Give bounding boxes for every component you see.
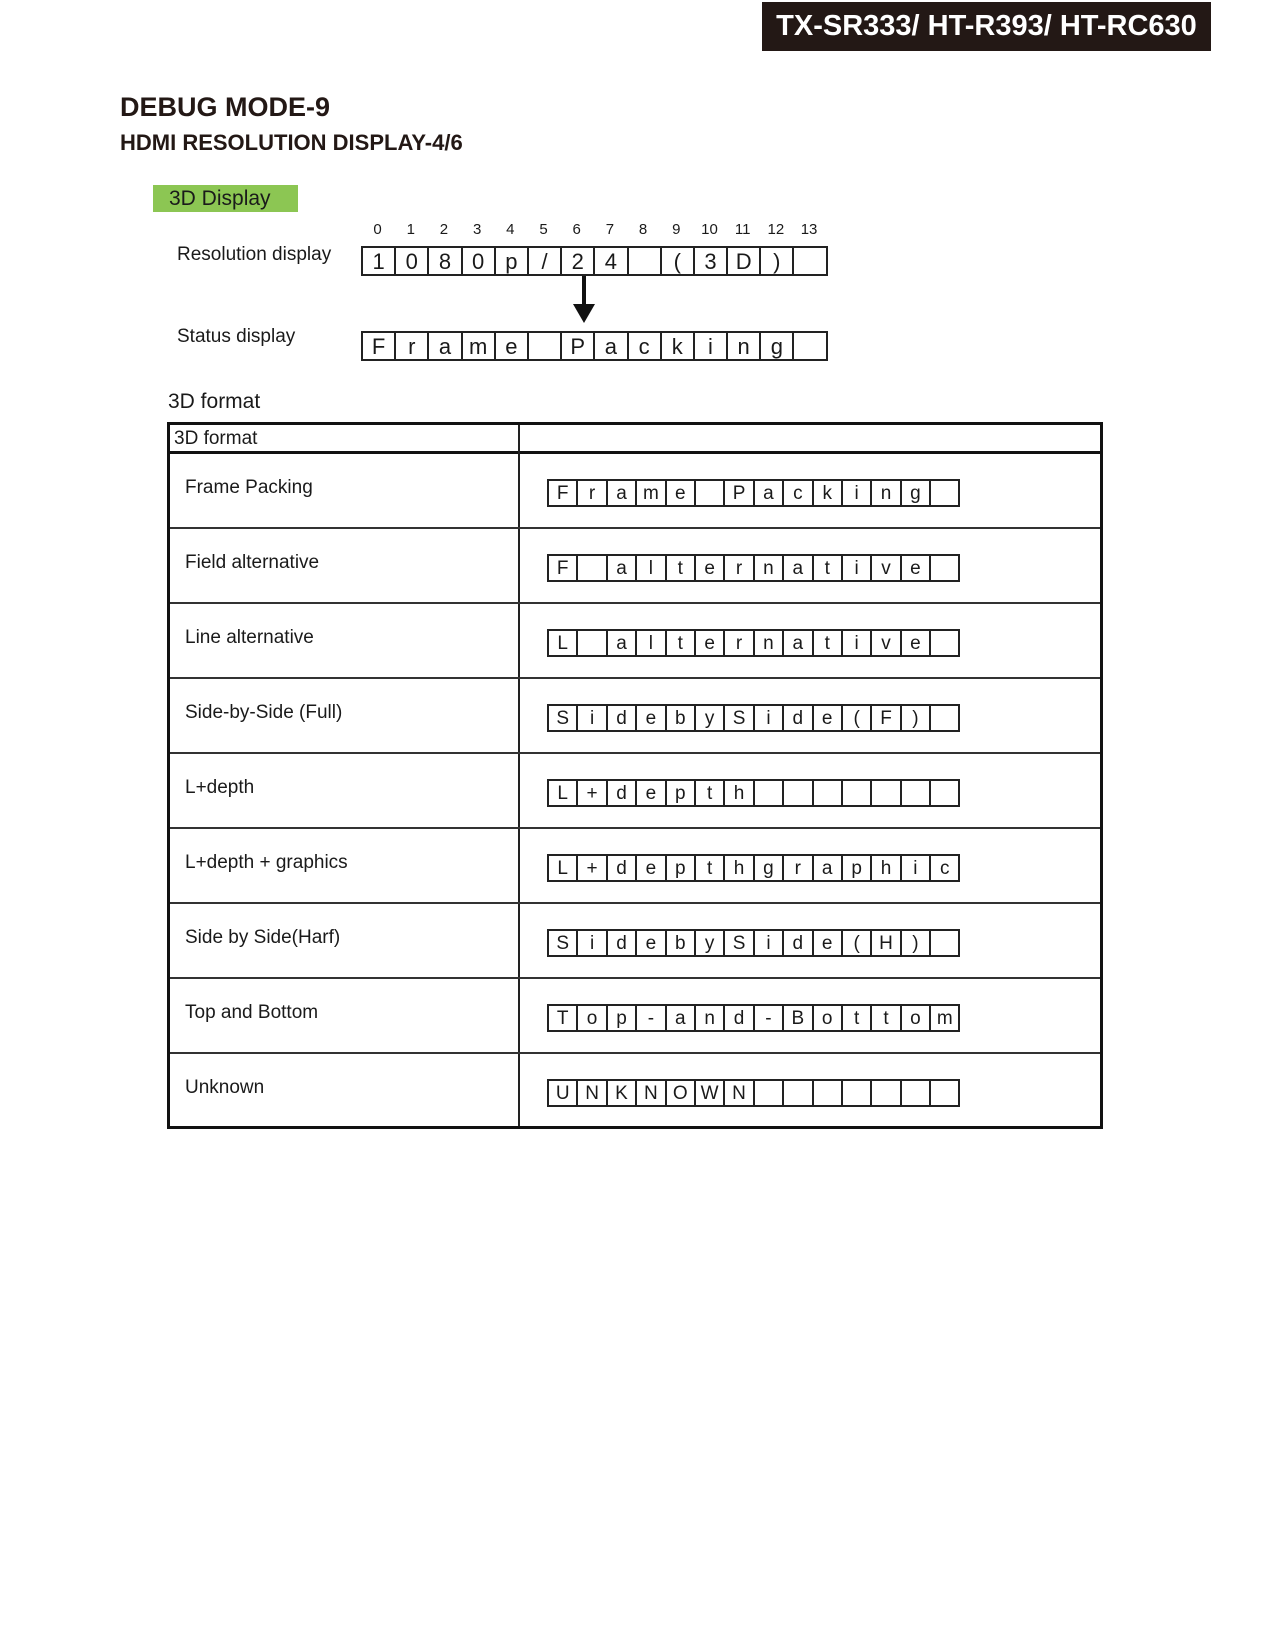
char-cell: y	[696, 931, 725, 955]
char-cell: n	[696, 1006, 725, 1030]
char-cell: D	[728, 248, 761, 274]
index-label: 2	[439, 221, 449, 238]
index-row	[361, 221, 826, 238]
char-cell: N	[578, 1081, 607, 1105]
char-cell: S	[549, 931, 578, 955]
format-name: L+depth + graphics	[185, 852, 348, 873]
char-cell: g	[761, 333, 794, 359]
char-cell: h	[725, 856, 754, 880]
char-cell: v	[872, 556, 901, 580]
char-cell: p	[496, 248, 529, 274]
char-cell: N	[637, 1081, 666, 1105]
char-cell	[902, 781, 931, 805]
char-cell: S	[725, 931, 754, 955]
char-cell: e	[637, 706, 666, 730]
char-cell: t	[814, 631, 843, 655]
format-name: Field alternative	[185, 552, 320, 573]
char-cell	[814, 781, 843, 805]
char-cell: 0	[396, 248, 429, 274]
char-cell: i	[755, 931, 784, 955]
char-cell: S	[725, 706, 754, 730]
char-cell: (	[843, 706, 872, 730]
index-label: 10	[701, 221, 718, 238]
char-cell	[931, 481, 960, 505]
char-cell	[902, 1081, 931, 1105]
table-row	[170, 1054, 1100, 1129]
table-row	[170, 754, 1100, 829]
char-cell: 1	[363, 248, 396, 274]
table-row	[170, 454, 1100, 529]
resolution-cells	[361, 246, 828, 276]
char-cell: k	[814, 481, 843, 505]
char-cell: P	[725, 481, 754, 505]
char-cell: o	[578, 1006, 607, 1030]
char-cell: -	[637, 1006, 666, 1030]
char-cell: i	[578, 706, 607, 730]
char-cell	[578, 556, 607, 580]
char-cell: O	[667, 1081, 696, 1105]
char-cell: L	[549, 631, 578, 655]
char-cell: F	[872, 706, 901, 730]
char-cell: t	[696, 781, 725, 805]
char-cell: S	[549, 706, 578, 730]
char-cell: F	[549, 556, 578, 580]
section-badge: 3D Display	[153, 185, 298, 212]
format-display-cells	[547, 1079, 960, 1107]
table-row	[170, 979, 1100, 1054]
format-display-cells	[547, 929, 960, 957]
char-cell	[629, 248, 662, 274]
char-cell: r	[784, 856, 813, 880]
char-cell: e	[637, 856, 666, 880]
char-cell: t	[667, 556, 696, 580]
char-cell: y	[696, 706, 725, 730]
char-cell: d	[725, 1006, 754, 1030]
index-label: 0	[373, 221, 382, 238]
char-cell: a	[814, 856, 843, 880]
format-name: Unknown	[185, 1077, 265, 1098]
char-cell: /	[529, 248, 562, 274]
format-display-cells	[547, 554, 960, 582]
char-cell: L	[549, 856, 578, 880]
format-name: Top and Bottom	[185, 1002, 319, 1023]
index-label: 12	[767, 221, 785, 238]
format-display-cells	[547, 479, 960, 507]
arrow-down-icon	[571, 276, 597, 324]
index-label: 8	[638, 221, 648, 238]
char-cell: (	[662, 248, 695, 274]
char-cell: e	[637, 931, 666, 955]
page-title: DEBUG MODE-9	[120, 92, 331, 122]
format-display-cells	[547, 1004, 960, 1032]
char-cell: a	[784, 556, 813, 580]
char-cell: -	[755, 1006, 784, 1030]
char-cell: g	[902, 481, 931, 505]
char-cell: i	[843, 556, 872, 580]
char-cell	[931, 1081, 960, 1105]
char-cell: B	[784, 1006, 813, 1030]
char-cell: 4	[595, 248, 628, 274]
format-display-cells	[547, 854, 960, 882]
char-cell: a	[595, 333, 628, 359]
char-cell: c	[629, 333, 662, 359]
char-cell: t	[814, 556, 843, 580]
char-cell	[784, 1081, 813, 1105]
table-row	[170, 529, 1100, 604]
table-row	[170, 679, 1100, 754]
char-cell	[872, 781, 901, 805]
char-cell	[931, 781, 960, 805]
char-cell	[784, 781, 813, 805]
char-cell: e	[496, 333, 529, 359]
table-header	[170, 425, 1100, 454]
page-subtitle: HDMI RESOLUTION DISPLAY-4/6	[120, 130, 463, 155]
char-cell: t	[667, 631, 696, 655]
format-display-cells	[547, 629, 960, 657]
char-cell: e	[667, 481, 696, 505]
char-cell: t	[696, 856, 725, 880]
char-cell: e	[696, 556, 725, 580]
table-row	[170, 829, 1100, 904]
char-cell	[755, 781, 784, 805]
char-cell	[696, 481, 725, 505]
char-cell: F	[549, 481, 578, 505]
char-cell: L	[549, 781, 578, 805]
char-cell: N	[725, 1081, 754, 1105]
char-cell: d	[608, 706, 637, 730]
char-cell	[843, 1081, 872, 1105]
model-banner: TX-SR333/ HT-R393/ HT-RC630	[762, 2, 1211, 51]
char-cell: e	[637, 781, 666, 805]
char-cell: b	[667, 706, 696, 730]
char-cell: K	[608, 1081, 637, 1105]
char-cell: i	[755, 706, 784, 730]
char-cell: r	[578, 481, 607, 505]
format-name: Line alternative	[185, 627, 314, 648]
char-cell: k	[662, 333, 695, 359]
resolution-label: Resolution display	[177, 244, 332, 265]
index-label: 9	[672, 221, 681, 238]
char-cell: d	[608, 781, 637, 805]
char-cell: l	[637, 556, 666, 580]
status-label: Status display	[177, 326, 296, 347]
index-label: 5	[539, 221, 548, 238]
format-name: Side by Side(Harf)	[185, 927, 341, 948]
index-label: 1	[406, 221, 415, 238]
index-label: 13	[800, 221, 818, 238]
char-cell: n	[728, 333, 761, 359]
char-cell: i	[843, 481, 872, 505]
char-cell	[529, 333, 562, 359]
char-cell: b	[667, 931, 696, 955]
char-cell: +	[578, 856, 607, 880]
char-cell: r	[725, 556, 754, 580]
char-cell: e	[814, 706, 843, 730]
index-label: 7	[605, 221, 615, 238]
format-name: Side-by-Side (Full)	[185, 702, 343, 723]
char-cell	[872, 1081, 901, 1105]
index-label: 6	[572, 221, 581, 238]
index-label: 3	[472, 221, 482, 238]
char-cell: a	[608, 556, 637, 580]
char-cell	[843, 781, 872, 805]
char-cell: 2	[562, 248, 595, 274]
char-cell: F	[363, 333, 396, 359]
char-cell: e	[696, 631, 725, 655]
char-cell	[755, 1081, 784, 1105]
char-cell: 3	[695, 248, 728, 274]
char-cell: e	[814, 931, 843, 955]
char-cell: d	[784, 931, 813, 955]
char-cell: a	[429, 333, 462, 359]
char-cell: )	[902, 706, 931, 730]
char-cell: p	[843, 856, 872, 880]
char-cell: t	[843, 1006, 872, 1030]
char-cell: U	[549, 1081, 578, 1105]
char-cell: T	[549, 1006, 578, 1030]
char-cell: i	[578, 931, 607, 955]
char-cell: p	[608, 1006, 637, 1030]
index-label: 4	[506, 221, 515, 238]
char-cell: d	[784, 706, 813, 730]
char-cell	[931, 556, 960, 580]
char-cell: i	[902, 856, 931, 880]
char-cell: e	[902, 556, 931, 580]
format-heading: 3D format	[168, 390, 261, 413]
char-cell: a	[784, 631, 813, 655]
format-display-cells	[547, 704, 960, 732]
char-cell: l	[637, 631, 666, 655]
char-cell: +	[578, 781, 607, 805]
char-cell: )	[902, 931, 931, 955]
char-cell: d	[608, 931, 637, 955]
char-cell	[794, 248, 827, 274]
char-cell	[931, 631, 960, 655]
char-cell: a	[755, 481, 784, 505]
char-cell: r	[396, 333, 429, 359]
char-cell: a	[608, 631, 637, 655]
table-row	[170, 904, 1100, 979]
char-cell: m	[463, 333, 496, 359]
char-cell: i	[695, 333, 728, 359]
char-cell: n	[755, 631, 784, 655]
char-cell	[794, 333, 827, 359]
char-cell: c	[784, 481, 813, 505]
char-cell: a	[667, 1006, 696, 1030]
char-cell: n	[872, 481, 901, 505]
char-cell: P	[562, 333, 595, 359]
char-cell: H	[872, 931, 901, 955]
format-name: Frame Packing	[185, 477, 313, 498]
char-cell: o	[814, 1006, 843, 1030]
format-name: L+depth	[185, 777, 255, 798]
char-cell: m	[637, 481, 666, 505]
status-cells	[361, 331, 828, 361]
char-cell	[814, 1081, 843, 1105]
char-cell: h	[725, 781, 754, 805]
char-cell: o	[902, 1006, 931, 1030]
char-cell: 0	[463, 248, 496, 274]
char-cell: (	[843, 931, 872, 955]
char-cell: d	[608, 856, 637, 880]
index-label: 11	[734, 221, 751, 238]
char-cell: W	[696, 1081, 725, 1105]
char-cell: r	[725, 631, 754, 655]
char-cell: a	[608, 481, 637, 505]
char-cell: e	[902, 631, 931, 655]
char-cell: )	[761, 248, 794, 274]
format-table	[167, 422, 1103, 1129]
table-row	[170, 604, 1100, 679]
char-cell: m	[931, 1006, 960, 1030]
header-cell-format: 3D format	[174, 428, 258, 449]
char-cell	[931, 706, 960, 730]
char-cell	[931, 931, 960, 955]
char-cell: i	[843, 631, 872, 655]
char-cell: v	[872, 631, 901, 655]
char-cell: p	[667, 781, 696, 805]
char-cell	[578, 631, 607, 655]
char-cell: c	[931, 856, 960, 880]
char-cell: g	[755, 856, 784, 880]
char-cell: h	[872, 856, 901, 880]
format-display-cells	[547, 779, 960, 807]
char-cell: t	[872, 1006, 901, 1030]
char-cell: 8	[429, 248, 462, 274]
char-cell: n	[755, 556, 784, 580]
char-cell: p	[667, 856, 696, 880]
